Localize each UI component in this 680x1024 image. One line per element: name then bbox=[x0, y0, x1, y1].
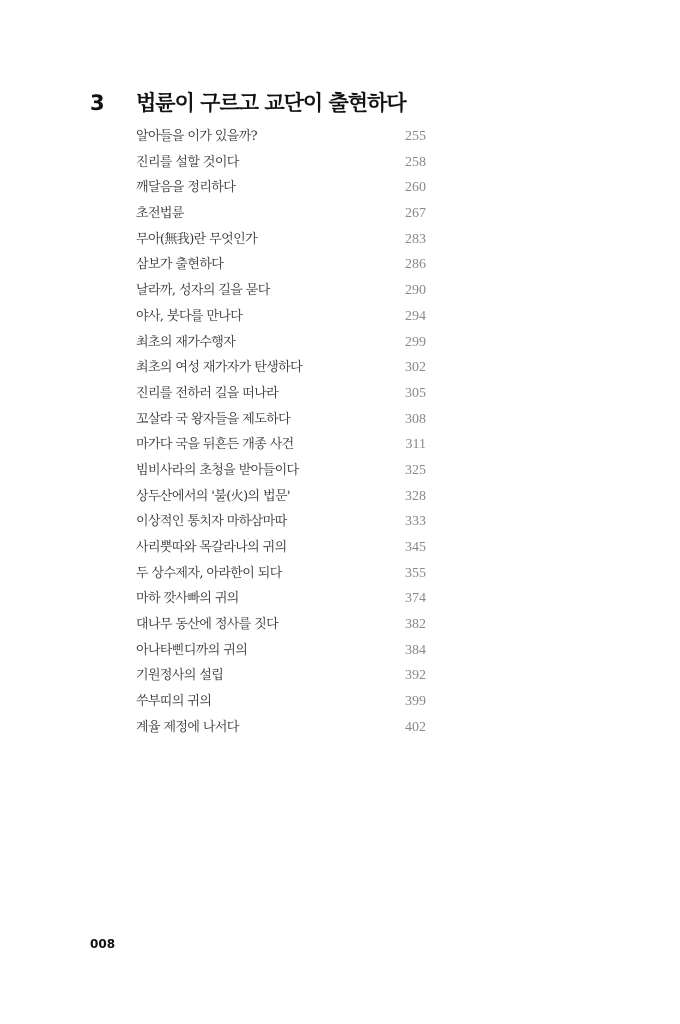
toc-entry-page: 384 bbox=[405, 642, 426, 658]
toc-entry bbox=[136, 638, 426, 664]
toc-entry-title: 쑤부띠의 귀의 bbox=[136, 694, 212, 710]
toc-entry-page: 267 bbox=[405, 206, 426, 222]
toc-entry-title: 두 상수제자, 아라한이 되다 bbox=[136, 565, 282, 581]
toc-entry-page: 260 bbox=[405, 180, 426, 196]
toc-entry-title: 깨달음을 정리하다 bbox=[136, 180, 236, 196]
toc-entry bbox=[136, 458, 426, 484]
toc-entry bbox=[136, 663, 426, 689]
toc-entry-title: 빔비사라의 초청을 받아들이다 bbox=[136, 462, 299, 478]
toc-entry-title: 진리를 전하러 길을 떠나라 bbox=[136, 385, 279, 401]
toc-entry bbox=[136, 715, 426, 741]
toc-entry bbox=[136, 278, 426, 304]
toc-entry-page: 345 bbox=[405, 540, 426, 555]
toc-entry bbox=[136, 561, 426, 587]
toc-entry-page: 374 bbox=[405, 591, 426, 607]
toc-entry-title: 삼보가 출현하다 bbox=[136, 257, 224, 273]
toc-entry-title: 대나무 동산에 정사를 짓다 bbox=[136, 617, 279, 633]
toc-entry-title: 꼬살라 국 왕자들을 제도하다 bbox=[136, 411, 291, 427]
toc-entry-page: 255 bbox=[405, 129, 426, 144]
toc-entry-title: 마하 깟사빠의 귀의 bbox=[136, 591, 239, 607]
toc-entry bbox=[136, 381, 426, 407]
table-of-contents bbox=[136, 124, 426, 741]
toc-entry bbox=[136, 304, 426, 330]
toc-entry bbox=[136, 484, 426, 510]
toc-entry-page: 402 bbox=[405, 719, 426, 735]
page-number: 008 bbox=[90, 937, 116, 951]
toc-entry-page: 399 bbox=[405, 694, 426, 710]
toc-entry bbox=[136, 175, 426, 201]
toc-entry-page: 302 bbox=[405, 360, 426, 376]
toc-entry-title: 마가다 국을 뒤흔든 개종 사건 bbox=[136, 437, 294, 453]
toc-entry-title: 사리뿟따와 목갈라나의 귀의 bbox=[136, 540, 287, 555]
toc-entry-page: 355 bbox=[405, 565, 426, 581]
toc-entry-page: 283 bbox=[405, 231, 426, 247]
toc-entry-page: 328 bbox=[405, 488, 426, 504]
toc-entry-title: 최초의 여성 재가자가 탄생하다 bbox=[136, 360, 303, 376]
toc-entry-title: 상두산에서의 '불(火)의 법문' bbox=[136, 488, 290, 504]
toc-entry bbox=[136, 355, 426, 381]
toc-entry-title: 이상적인 통치자 마하삼마따 bbox=[136, 514, 287, 530]
toc-entry-page: 311 bbox=[405, 437, 426, 453]
toc-entry-title: 무아(無我)란 무엇인가 bbox=[136, 231, 257, 247]
toc-entry bbox=[136, 509, 426, 535]
toc-entry bbox=[136, 535, 426, 561]
toc-entry-page: 333 bbox=[405, 514, 426, 530]
toc-entry-title: 알아들을 이가 있을까? bbox=[136, 129, 258, 144]
toc-entry-page: 299 bbox=[405, 334, 426, 350]
toc-entry bbox=[136, 124, 426, 150]
chapter-heading bbox=[90, 88, 590, 122]
toc-entry-page: 325 bbox=[405, 462, 426, 478]
toc-entry-title: 진리를 설할 것이다 bbox=[136, 154, 239, 170]
toc-entry-page: 258 bbox=[405, 154, 426, 170]
toc-entry-page: 392 bbox=[405, 668, 426, 684]
toc-entry-title: 최초의 재가수행자 bbox=[136, 334, 236, 350]
toc-entry bbox=[136, 689, 426, 715]
toc-entry bbox=[136, 252, 426, 278]
toc-entry-page: 308 bbox=[405, 411, 426, 427]
toc-entry bbox=[136, 407, 426, 433]
toc-entry-page: 305 bbox=[405, 385, 426, 401]
toc-entry-page: 290 bbox=[405, 283, 426, 299]
toc-entry bbox=[136, 586, 426, 612]
toc-entry-title: 초전법륜 bbox=[136, 206, 184, 222]
toc-entry bbox=[136, 201, 426, 227]
toc-entry bbox=[136, 150, 426, 176]
toc-entry-title: 아나타삔디까의 귀의 bbox=[136, 642, 248, 658]
toc-entry bbox=[136, 612, 426, 638]
toc-entry-title: 계율 제정에 나서다 bbox=[136, 719, 239, 735]
toc-entry-title: 야사, 붓다를 만나다 bbox=[136, 308, 243, 324]
chapter-title: 법륜이 구르고 교단이 출현하다 bbox=[136, 91, 406, 115]
toc-entry-page: 286 bbox=[405, 257, 426, 273]
toc-entry-page: 382 bbox=[405, 617, 426, 633]
toc-entry bbox=[136, 227, 426, 253]
chapter-number: 3 bbox=[90, 91, 105, 115]
toc-entry bbox=[136, 432, 426, 458]
toc-entry-title: 기원정사의 설립 bbox=[136, 668, 224, 684]
toc-entry-page: 294 bbox=[405, 308, 426, 324]
toc-entry-title: 날라까, 성자의 길을 묻다 bbox=[136, 283, 270, 299]
toc-entry bbox=[136, 330, 426, 356]
